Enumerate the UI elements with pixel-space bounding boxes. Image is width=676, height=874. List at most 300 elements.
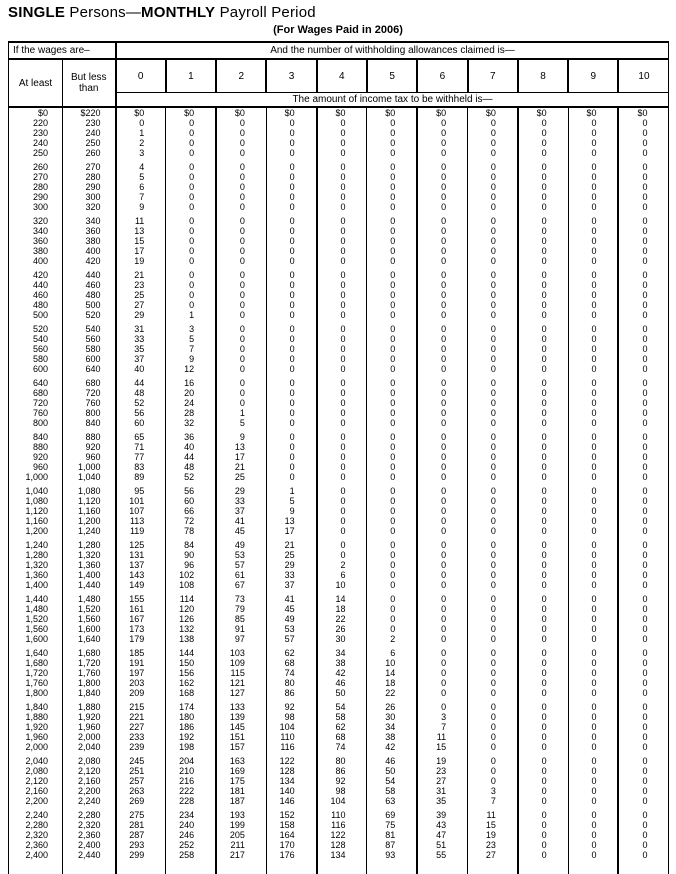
withheld-amount-cell: 0 <box>642 614 648 624</box>
withheld-amount-cell: 0 <box>568 722 618 732</box>
withheld-amount-cell: 158 <box>266 820 316 830</box>
but-less-than-cell: 1,160 <box>63 506 116 516</box>
withheld-amount-cell: 0 <box>518 182 568 192</box>
withheld-amount-cell: 0 <box>417 540 467 550</box>
withheld-amount-cell: 0 <box>642 182 648 192</box>
withheld-amount-cell: 0 <box>317 334 367 344</box>
withheld-amount-cell: 0 <box>116 118 166 128</box>
withheld-amount-cell: 0 <box>568 496 618 506</box>
withheld-amount-cell: 21 <box>216 462 266 472</box>
at-least-cell: 250 <box>9 148 63 158</box>
amount-withheld-header: The amount of income tax to be withheld is— <box>116 93 669 108</box>
withheld-amount-cell: 21 <box>266 540 316 550</box>
withheld-amount-cell: $0 <box>637 108 648 118</box>
but-less-than-cell: 540 <box>63 324 116 334</box>
withheld-amount-cell: 0 <box>266 334 316 344</box>
withheld-amount-cell: 9 <box>166 354 216 364</box>
at-least-cell: 1,600 <box>9 634 63 644</box>
withheld-amount-cell: 24 <box>166 398 216 408</box>
subtitle-wages-paid: (For Wages Paid in 2006) <box>273 24 403 36</box>
withheld-amount-cell: 0 <box>317 496 367 506</box>
but-less-than-cell: 2,280 <box>63 810 116 820</box>
withheld-amount-cell: 0 <box>317 472 367 482</box>
withheld-amount-cell: 37 <box>266 580 316 590</box>
withheld-amount-cell: 0 <box>568 138 618 148</box>
withheld-amount-cell: 0 <box>417 182 467 192</box>
withheld-amount-cell: 215 <box>116 702 166 712</box>
withheld-amount-cell: 0 <box>468 202 518 212</box>
withheld-amount-cell: 0 <box>417 486 467 496</box>
withheld-amount-cell: 0 <box>468 398 518 408</box>
withheld-amount-cell: 0 <box>642 354 648 364</box>
withheld-amount-cell: 15 <box>468 820 518 830</box>
withheld-amount-cell: 30 <box>367 712 417 722</box>
withheld-amount-cell: 0 <box>642 300 648 310</box>
withheld-amount-cell: 0 <box>417 580 467 590</box>
withheld-amount-cell: 31 <box>417 786 467 796</box>
withheld-amount-cell: 0 <box>216 246 266 256</box>
withheld-amount-cell: 0 <box>166 216 216 226</box>
withheld-amount-cell: 128 <box>317 840 367 850</box>
withheld-amount-cell: 180 <box>166 712 216 722</box>
withheld-amount-cell: 0 <box>568 820 618 830</box>
withheld-amount-cell: 0 <box>216 202 266 212</box>
withheld-amount-cell: 54 <box>317 702 367 712</box>
withheld-amount-cell: 0 <box>367 290 417 300</box>
table-row <box>9 594 669 604</box>
withheld-amount-cell: 0 <box>166 192 216 202</box>
allowance-col-header-1: 1 <box>166 59 216 93</box>
at-least-cell: 840 <box>9 432 63 442</box>
but-less-than-cell: 1,840 <box>63 688 116 698</box>
at-least-cell: 580 <box>9 354 63 364</box>
at-least-cell: 1,680 <box>9 658 63 668</box>
withheld-amount-cell: 245 <box>116 756 166 766</box>
withheld-amount-cell: 61 <box>216 570 266 580</box>
withheld-amount-cell: 0 <box>642 378 648 388</box>
withheld-amount-cell: 0 <box>518 324 568 334</box>
withheld-amount-cell: 209 <box>116 688 166 698</box>
withheld-amount-cell: 11 <box>116 216 166 226</box>
withheld-amount-cell: 0 <box>468 344 518 354</box>
at-least-cell: 2,320 <box>9 830 63 840</box>
withheld-amount-cell: 34 <box>367 722 417 732</box>
but-less-than-cell: 640 <box>63 364 116 374</box>
withheld-amount-cell: 0 <box>518 742 568 752</box>
withheld-amount-cell: 0 <box>468 624 518 634</box>
withheld-amount-cell: 0 <box>518 388 568 398</box>
withheld-amount-cell: 0 <box>367 408 417 418</box>
withheld-amount-cell: 0 <box>417 624 467 634</box>
withheld-amount-cell: 0 <box>642 742 648 752</box>
withheld-amount-cell: 0 <box>518 192 568 202</box>
withheld-amount-cell: 0 <box>216 300 266 310</box>
withheld-amount-cell: 240 <box>166 820 216 830</box>
but-less-than-cell: 280 <box>63 172 116 182</box>
withheld-amount-cell: 0 <box>568 776 618 786</box>
at-least-cell: 260 <box>9 162 63 172</box>
withheld-amount-cell: 0 <box>518 128 568 138</box>
withheld-amount-cell: 37 <box>116 354 166 364</box>
at-least-cell: 1,360 <box>9 570 63 580</box>
table-row <box>9 688 669 698</box>
withheld-amount-cell: 0 <box>166 226 216 236</box>
withheld-amount-cell: 0 <box>568 756 618 766</box>
withheld-amount-cell: 0 <box>518 786 568 796</box>
but-less-than-cell: 2,400 <box>63 840 116 850</box>
but-less-than-cell: 2,240 <box>63 796 116 806</box>
withheld-amount-cell: 0 <box>642 712 648 722</box>
allowance-col-header-6: 6 <box>417 59 467 93</box>
withheld-amount-cell: 0 <box>266 310 316 320</box>
withheld-amount-cell: 0 <box>417 472 467 482</box>
withheld-amount-cell: 0 <box>317 324 367 334</box>
withheld-amount-cell: 0 <box>642 216 648 226</box>
withheld-amount-cell: 16 <box>166 378 216 388</box>
withheld-amount-cell: 0 <box>367 378 417 388</box>
withheld-amount-cell: 44 <box>166 452 216 462</box>
but-less-than-cell: 1,320 <box>63 550 116 560</box>
withheld-amount-cell: 56 <box>166 486 216 496</box>
at-least-cell: 640 <box>9 378 63 388</box>
withheld-amount-cell: 33 <box>266 570 316 580</box>
at-least-cell: 1,000 <box>9 472 63 482</box>
at-least-cell: 2,080 <box>9 766 63 776</box>
but-less-than-cell: 2,080 <box>63 756 116 766</box>
table-row <box>9 810 669 820</box>
withheld-amount-cell: 0 <box>417 324 467 334</box>
at-least-cell: 2,120 <box>9 776 63 786</box>
at-least-cell: 920 <box>9 452 63 462</box>
withheld-amount-cell: 0 <box>518 216 568 226</box>
withheld-amount-cell: 217 <box>216 850 266 860</box>
withheld-amount-cell: 103 <box>216 648 266 658</box>
at-least-cell: 760 <box>9 408 63 418</box>
at-least-header: At least <box>9 59 63 107</box>
withheld-amount-cell: 0 <box>367 162 417 172</box>
withheld-amount-cell: 0 <box>367 128 417 138</box>
withheld-amount-cell: 0 <box>518 648 568 658</box>
withheld-amount-cell: 0 <box>518 722 568 732</box>
withheld-amount-cell: 0 <box>317 118 367 128</box>
withheld-amount-cell: 0 <box>317 506 367 516</box>
withheld-amount-cell: 173 <box>116 624 166 634</box>
withheld-amount-cell: 0 <box>317 182 367 192</box>
withheld-amount-cell: 0 <box>518 820 568 830</box>
table-row <box>9 192 669 202</box>
withheld-amount-cell: 47 <box>417 830 467 840</box>
withheld-amount-cell: 0 <box>216 162 266 172</box>
withheld-amount-cell: 0 <box>216 398 266 408</box>
withheld-amount-cell: 0 <box>518 472 568 482</box>
withheld-amount-cell: 0 <box>568 216 618 226</box>
withheld-amount-cell: 233 <box>116 732 166 742</box>
withheld-amount-cell: 0 <box>518 138 568 148</box>
withheld-amount-cell: 20 <box>166 388 216 398</box>
withheld-amount-cell: 0 <box>367 300 417 310</box>
but-less-than-cell: 270 <box>63 162 116 172</box>
withheld-amount-cell: 0 <box>642 756 648 766</box>
table-row <box>9 398 669 408</box>
withheld-amount-cell: 85 <box>216 614 266 624</box>
withheld-amount-cell: 92 <box>317 776 367 786</box>
table-row <box>9 604 669 614</box>
table-row <box>9 580 669 590</box>
withheld-amount-cell: 0 <box>367 118 417 128</box>
withheld-amount-cell: 228 <box>166 796 216 806</box>
withheld-amount-cell: 0 <box>266 162 316 172</box>
withheld-amount-cell: 0 <box>568 560 618 570</box>
withheld-amount-cell: 0 <box>518 486 568 496</box>
withheld-amount-cell: 258 <box>166 850 216 860</box>
withheld-amount-cell: 6 <box>367 648 417 658</box>
withheld-amount-cell: 0 <box>216 148 266 158</box>
withheld-amount-cell: 0 <box>518 398 568 408</box>
withheld-amount-cell: 0 <box>642 364 648 374</box>
withheld-amount-cell: 0 <box>317 452 367 462</box>
but-less-than-cell: 1,520 <box>63 604 116 614</box>
withheld-amount-cell: 0 <box>468 128 518 138</box>
table-row <box>9 202 669 212</box>
withheld-amount-cell: 0 <box>317 442 367 452</box>
withheld-amount-cell: 0 <box>642 766 648 776</box>
but-less-than-cell: 1,480 <box>63 594 116 604</box>
withheld-amount-cell: 0 <box>266 324 316 334</box>
withheld-amount-cell: 0 <box>266 300 316 310</box>
table-row <box>9 128 669 138</box>
withheld-amount-cell: 0 <box>518 162 568 172</box>
withheld-amount-cell: 0 <box>266 192 316 202</box>
withheld-amount-cell: 0 <box>518 540 568 550</box>
withheld-amount-cell: 0 <box>568 550 618 560</box>
withheld-amount-cell: 0 <box>642 334 648 344</box>
withheld-amount-cell: 0 <box>367 138 417 148</box>
withheld-amount-cell: 0 <box>417 668 467 678</box>
withheld-amount-cell: 13 <box>266 516 316 526</box>
but-less-than-cell: 2,000 <box>63 732 116 742</box>
withheld-amount-cell: 110 <box>266 732 316 742</box>
withheld-amount-cell: 0 <box>468 378 518 388</box>
withheld-amount-cell: 81 <box>367 830 417 840</box>
withheld-amount-cell: 0 <box>417 280 467 290</box>
but-less-than-cell: 290 <box>63 182 116 192</box>
withheld-amount-cell: 0 <box>518 580 568 590</box>
but-less-than-cell: 1,680 <box>63 648 116 658</box>
withheld-amount-cell: 174 <box>166 702 216 712</box>
withheld-amount-cell: 0 <box>568 614 618 624</box>
withheld-amount-cell: 0 <box>468 324 518 334</box>
withheld-amount-cell: 101 <box>116 496 166 506</box>
withheld-amount-cell: 0 <box>266 364 316 374</box>
table-row <box>9 614 669 624</box>
table-row <box>9 776 669 786</box>
withheld-amount-cell: 0 <box>266 280 316 290</box>
withheld-amount-cell: $0 <box>468 107 518 118</box>
withheld-amount-cell: 0 <box>642 138 648 148</box>
withheld-amount-cell: 0 <box>468 236 518 246</box>
but-less-than-cell: 380 <box>63 236 116 246</box>
withheld-amount-cell: 152 <box>266 810 316 820</box>
withheld-amount-cell: 39 <box>417 810 467 820</box>
withheld-amount-cell: 0 <box>518 810 568 820</box>
withheld-amount-cell: 0 <box>417 496 467 506</box>
withheld-amount-cell: 0 <box>367 614 417 624</box>
withheld-amount-cell: 0 <box>417 216 467 226</box>
but-less-than-cell: 1,920 <box>63 712 116 722</box>
withheld-amount-cell: 48 <box>166 462 216 472</box>
withheld-amount-cell: 0 <box>417 246 467 256</box>
withheld-amount-cell: 156 <box>166 668 216 678</box>
withheld-amount-cell: 0 <box>518 246 568 256</box>
withheld-amount-cell: 0 <box>367 216 417 226</box>
withheld-amount-cell: 0 <box>417 634 467 644</box>
withheld-amount-cell: 0 <box>568 506 618 516</box>
withheld-amount-cell: 0 <box>518 756 568 766</box>
withheld-amount-cell: 2 <box>367 634 417 644</box>
withheld-amount-cell: 22 <box>367 688 417 698</box>
withheld-amount-cell: 55 <box>417 850 467 860</box>
at-least-cell: 280 <box>9 182 63 192</box>
withheld-amount-cell: 193 <box>216 810 266 820</box>
at-least-cell: 300 <box>9 202 63 212</box>
withheld-amount-cell: 74 <box>266 668 316 678</box>
withheld-amount-cell: 0 <box>518 236 568 246</box>
withheld-amount-cell: 0 <box>367 344 417 354</box>
withheld-amount-cell: 0 <box>317 398 367 408</box>
withheld-amount-cell: 60 <box>166 496 216 506</box>
withheld-amount-cell: 0 <box>468 452 518 462</box>
withheld-amount-cell: 0 <box>166 290 216 300</box>
withheld-amount-cell: 176 <box>266 850 316 860</box>
at-least-cell: 680 <box>9 388 63 398</box>
withheld-amount-cell: 0 <box>367 270 417 280</box>
withheld-amount-cell: 9 <box>116 202 166 212</box>
withheld-amount-cell: 0 <box>216 172 266 182</box>
table-row <box>9 300 669 310</box>
withheld-amount-cell: 0 <box>568 334 618 344</box>
withheld-amount-cell: 0 <box>518 688 568 698</box>
at-least-cell: 340 <box>9 226 63 236</box>
withheld-amount-cell: 0 <box>417 162 467 172</box>
withheld-amount-cell: 0 <box>642 850 648 860</box>
withheld-amount-cell: 0 <box>367 398 417 408</box>
withheld-amount-cell: 28 <box>166 408 216 418</box>
withheld-amount-cell: 0 <box>367 388 417 398</box>
withheld-amount-cell: 281 <box>116 820 166 830</box>
withheld-amount-cell: 49 <box>216 540 266 550</box>
table-row <box>9 364 669 374</box>
withheld-amount-cell: 0 <box>642 324 648 334</box>
withheld-amount-cell: 13 <box>116 226 166 236</box>
withheld-amount-cell: 0 <box>317 246 367 256</box>
at-least-cell: 480 <box>9 300 63 310</box>
withheld-amount-cell: 60 <box>116 418 166 428</box>
withheld-amount-cell: 227 <box>116 722 166 732</box>
withheld-amount-cell: 3 <box>417 712 467 722</box>
at-least-cell: 2,400 <box>9 850 63 860</box>
withheld-amount-cell: 0 <box>317 280 367 290</box>
withheld-amount-cell: 293 <box>116 840 166 850</box>
withheld-amount-cell: 221 <box>116 712 166 722</box>
withheld-amount-cell: 0 <box>266 442 316 452</box>
withheld-amount-cell: 0 <box>166 202 216 212</box>
withheld-amount-cell: 4 <box>116 162 166 172</box>
table-row <box>9 516 669 526</box>
withheld-amount-cell: 0 <box>568 270 618 280</box>
withheld-amount-cell: 0 <box>417 202 467 212</box>
withheld-amount-cell: 0 <box>568 840 618 850</box>
withheld-amount-cell: 5 <box>116 172 166 182</box>
withheld-amount-cell: 0 <box>417 290 467 300</box>
table-row <box>9 172 669 182</box>
withheld-amount-cell: 0 <box>417 678 467 688</box>
withheld-amount-cell: 3 <box>468 786 518 796</box>
withheld-amount-cell: 0 <box>518 270 568 280</box>
withheld-amount-cell: 0 <box>468 472 518 482</box>
table-row <box>9 766 669 776</box>
withheld-amount-cell: 0 <box>266 246 316 256</box>
withheld-amount-cell: 0 <box>642 786 648 796</box>
withheld-amount-cell: 0 <box>468 776 518 786</box>
table-row <box>9 280 669 290</box>
withheld-amount-cell: 0 <box>266 398 316 408</box>
withheld-amount-cell: 0 <box>367 192 417 202</box>
withheld-amount-cell: 71 <box>116 442 166 452</box>
withheld-amount-cell: 67 <box>216 580 266 590</box>
withheld-amount-cell: 0 <box>468 688 518 698</box>
withheld-amount-cell: 0 <box>317 388 367 398</box>
but-less-than-cell: $220 <box>63 107 116 118</box>
withheld-amount-cell: 110 <box>317 810 367 820</box>
withheld-amount-cell: 234 <box>166 810 216 820</box>
withheld-amount-cell: 0 <box>642 624 648 634</box>
withheld-amount-cell: 83 <box>116 462 166 472</box>
at-least-cell: 420 <box>9 270 63 280</box>
withheld-amount-cell: 0 <box>468 408 518 418</box>
withheld-amount-cell: 0 <box>367 462 417 472</box>
withheld-amount-cell: 0 <box>568 472 618 482</box>
withheld-amount-cell: 0 <box>216 256 266 266</box>
table-row <box>9 354 669 364</box>
withheld-amount-cell: 0 <box>317 310 367 320</box>
withheld-amount-cell <box>216 860 266 874</box>
withheld-amount-cell: 0 <box>266 270 316 280</box>
withheld-amount-cell: 0 <box>417 192 467 202</box>
withheld-amount-cell: 0 <box>518 550 568 560</box>
withheld-amount-cell: 137 <box>116 560 166 570</box>
withheld-amount-cell: 0 <box>568 290 618 300</box>
withheld-amount-cell: 216 <box>166 776 216 786</box>
withheld-amount-cell: 0 <box>642 462 648 472</box>
but-less-than-cell: 1,280 <box>63 540 116 550</box>
withheld-amount-cell: 0 <box>166 182 216 192</box>
withheld-amount-cell: 0 <box>568 742 618 752</box>
withheld-amount-cell: 0 <box>518 776 568 786</box>
withheld-amount-cell: 0 <box>417 128 467 138</box>
withheld-amount-cell: 0 <box>518 300 568 310</box>
withheld-amount-cell: 0 <box>417 378 467 388</box>
withheld-amount-cell: 0 <box>317 432 367 442</box>
withheld-amount-cell: 0 <box>568 354 618 364</box>
withheld-amount-cell: 27 <box>468 850 518 860</box>
withheld-amount-cell: 127 <box>216 688 266 698</box>
withheld-amount-cell: 0 <box>367 540 417 550</box>
withheld-amount-cell: 0 <box>568 516 618 526</box>
withheld-amount-cell: 155 <box>116 594 166 604</box>
withheld-amount-cell: 58 <box>367 786 417 796</box>
withheld-amount-cell: 86 <box>317 766 367 776</box>
withheld-amount-cell: 50 <box>367 766 417 776</box>
